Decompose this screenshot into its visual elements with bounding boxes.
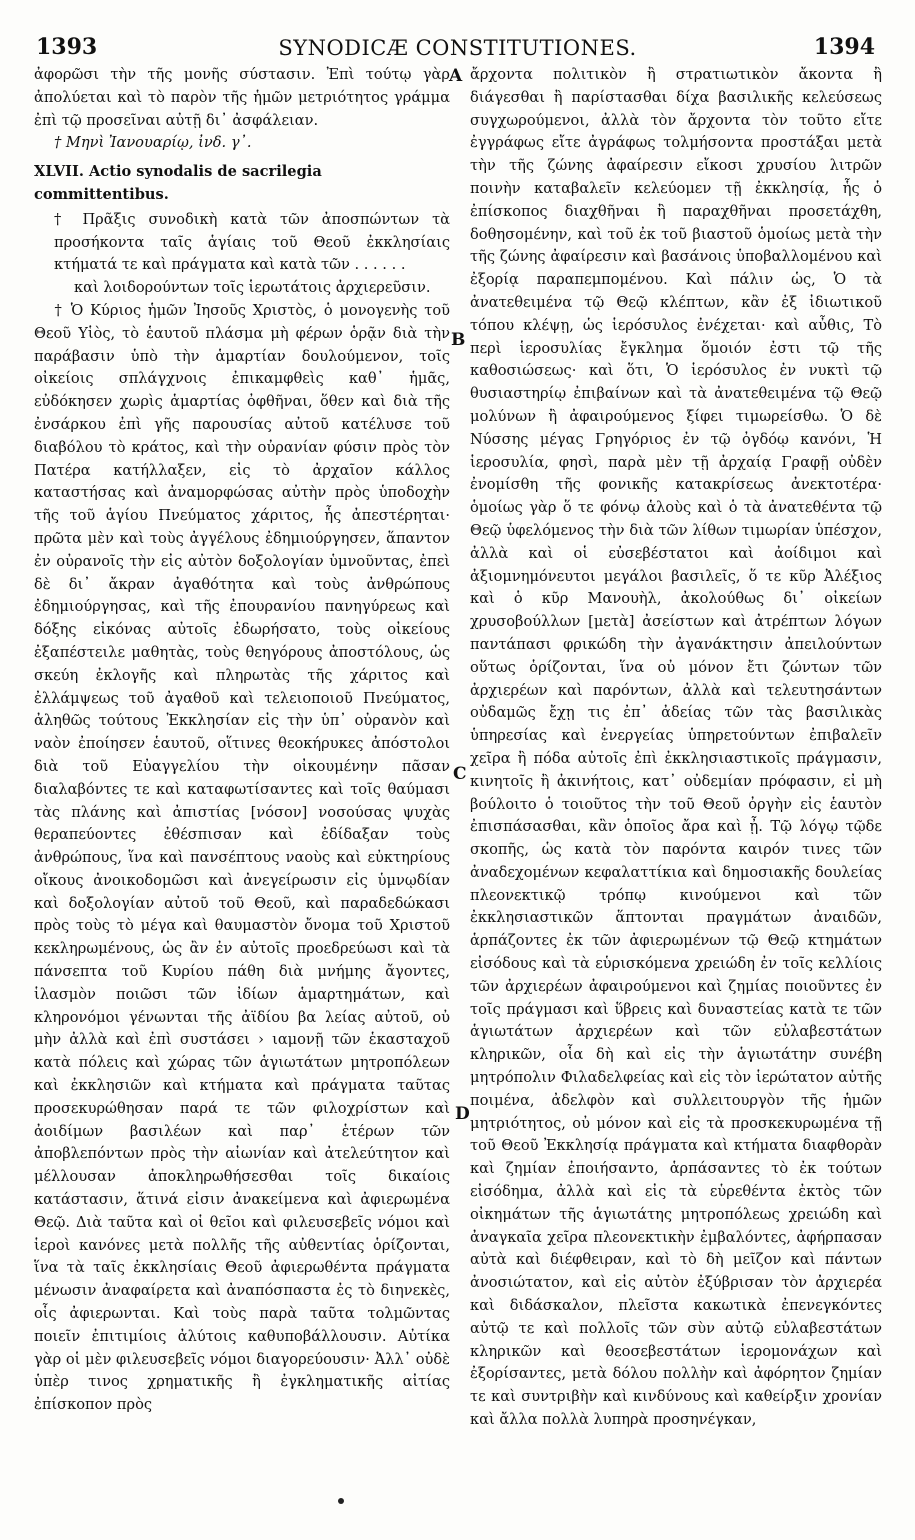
- margin-marker-b: B: [451, 330, 466, 350]
- body-text-left: † Ὁ Κύριος ἡμῶν Ἰησοῦς Χριστὸς, ὁ μονογενὴς τοῦ Θεοῦ Υἱὸς, τὸ ἑαυτοῦ πλάσμα μὴ φέρων ὁρᾷν διὰ τὴν παράβασιν ὑπὸ τὴν ἁμαρτίαν δουλούμενον, τοῖς οἰκείοις σπλάγχνοις ἐπικαμφθεὶς καθ᾽ ἡμᾶς, εὐδόκησεν χωρὶς ἁμαρτίας ὀφθῆναι, ὅθεν καὶ διὰ τῆς ἐνσάρκου ἐπὶ γῆς παρουσίας αὐτοῦ κατέλυσε τοῦ διαβόλου τὸ κράτος, καὶ τὴν οὐρανίαν φύσιν πρὸς τὸν Πατέρα κατήλλαξεν, εἰς τὸ ἀρχαῖον κάλλος καταστήσας καὶ ἀναμορφώσας αὐτὴν πρὸς ὑποδοχὴν τῆς τοῦ ἁγίου Πνεύματος χάριτος, ἧς ἀπεστέρηται· πρῶτα μὲν καὶ τοὺς ἀγγέλους ἐδημιούργησεν, ἅπαντον ἐν οὐρανοῖς τὴν εἰς αὐτὸν δοξολογίαν ὑμνοῦντας, ἐπεὶ δὲ δι᾽ ἄκραν ἀγαθότητα καὶ τοὺς ἀνθρώπους ἐδημιούργησας, καὶ τῆς ἐπουρανίου πανηγύρεως καὶ δόξης εἰκόνας αὐτοῖς ἐδωρήσατο, τοὺς οἰκείους ἐξαπέστειλε μαθητὰς, τοὺς θεηγόρους ἀποστόλους, ὡς σκεύη ἐκλογῆς καὶ πληρωτὰς τῆς χάριτος καὶ ἐλλάμψεως τοῦ ἀγαθοῦ καὶ τελειοποιοῦ Πνεύματος, ἀληθῶς τούτους Ἐκκλησίαν εἰς τὴν ὑπ᾽ οὐρανὸν καὶ ναὸν ἐποίησεν ἑαυτοῦ, οἵτινες θεοκήρυκες ἀπόστολοι διὰ τοῦ Εὐαγγελίου τὴν οἰκουμένην πᾶσαν διαλαβόντες τε καὶ καταφωτίσαντες καὶ τοῖς θαύμασι τὰς πλάνης καὶ ἀπιστίας [νόσον] νοσούσας ψυχὰς θεραπεύοντες ἐθέσπισαν καὶ ἐδίδαξαν τοὺς ἀνθρώπους, ἵνα καὶ πανσέπτους ναοὺς καὶ εὐκτηρίους οἴκους ἀνοικοδομῶσι καὶ ἀνεγείρωσιν εἰς ὑμνῳδίαν καὶ δοξολογίαν αὐτοῦ τοῦ Θεοῦ, καὶ παραδεδώκασι πρὸς τοὺς τὸ μέγα καὶ θαυμαστὸν ὄνομα τοῦ Χριστοῦ κεκληρωμένους, ὡς ἂν ἐν αὐτοῖς προεδρεύωσι καὶ τὰ πάνσεπτα τοῦ Κυρίου πάθη διὰ μνήμης ἄγοντες, ἱλασμὸν ποιῶσι τῶν ἰδίων ἁμαρτημάτων, καὶ κληρονόμοι γένωνται τῆς ἀϊδίου βα λείας αὐτοῦ, οὐ μὴν ἀλλὰ καὶ ἐπὶ συστάσει › ιαμονῇ τῶν ἑκασταχοῦ κατὰ πόλεις καὶ χώρας τῶν ἁγιωτάτων μητροπόλεων καὶ ἐκκλησιῶν καὶ κτήματα καὶ πράγματα ταῦτας προσεκυρώθησαν παρά τε τῶν φιλοχρίστων καὶ ἀοιδίμων βασιλέων καὶ παρ᾽ ἑτέρων τῶν ἀποβλεπόντων πρὸς τὴν αἰωνίαν καὶ ἀτελεύτητον καὶ μέλλουσαν ἀποκληρωθήσεσθαι τοῖς δικαίοις κατάστασιν, ἅτινά εἰσιν ἀνακείμενα καὶ ἀφιερωμένα Θεῷ. Διὰ ταῦτα καὶ οἱ θεῖοι καὶ φιλευσεβεῖς νόμοι καὶ ἱεροὶ κανόνες μετὰ πολλῆς τῆς αὐθεντίας ὁρίζονται, ἵνα τὰ ταῖς ἐκκλησίαις Θεοῦ ἀφιερωθέντα πράγματα μένωσιν ἀναφαίρετα καὶ ἀναπόσπαστα ἐς τὸ διηνεκὲς, οἷς ἀφιερωνται. Καὶ τοὺς παρὰ ταῦτα τολμῶντας ποιεῖν ἐπιτιμίοις ἀλύτοις καθυποβάλλουσιν. Αὐτίκα γὰρ οἱ μὲν φιλευσεβεῖς νόμοι διαγορεύουσιν· Ἀλλ᾽ οὐδὲ ὑπὲρ τινος χρηματικῆς ἢ ἐγκληματικῆς αἰτίας ἐπίσκοπον πρὸς: [34, 301, 450, 1414]
- right-column: [470, 64, 882, 1432]
- body-text-right: ἄρχοντα πολιτικὸν ἢ στρατιωτικὸν ἄκοντα ἢ διάγεσθαι ἢ παρίστασθαι δίχα βασιλικῆς κελεύσεως συγχωρούμενοι, ἀλλὰ τὸν ἄρχοντα τὸν τοῦτο εἴτε ἐγγράφως εἴτε ἀγράφως τολμήσοντα προστάξαι μετὰ τὴν τῆς ζώνης ἀφαίρεσιν εἴκοσι χρυσίου λιτρῶν ποινὴν καταβαλεῖν κελεύομεν τῇ ἐκκλησίᾳ, ἧς ὁ ἐπίσκοπος διαχθῆναι ἢ παραχθῆναι προσετάχθη, δοθησομένην, καὶ τοῦ ἐκ τοῦ βιαστοῦ ὁμοίως μετὰ τὴν τῆς ζώνης ἀφαίρεσιν καὶ βασάνοις ὑποβαλλομένου καὶ ἐξορίᾳ παραπεμπομένου. Καὶ πάλιν ὡς, Ὁ τὰ ἀνατεθειμένα τῷ Θεῷ κλέπτων, κἂν ἐξ ἰδιωτικοῦ τόπου κλέψῃ, ὡς ἱερόσυλος ἐνέχεται· καὶ αὖθις, Τὸ περὶ ἱεροσυλίας ἔγκλημα ὅμοιόν ἐστι τῷ τῆς καθοσιώσεως· καὶ ὅτι, Ὁ ἱερόσυλος ἐν νυκτὶ τῷ θυσιαστηρίῳ ἐπιβαίνων καὶ τὰ ἀνατεθειμένα τῷ Θεῷ μολύνων ἢ ἀφαιρούμενος ξίφει τιμωρείσθω. Ὁ δὲ Νύσσης μέγας Γρηγόριος ἐν τῷ ὀγδόῳ κανόνι, Ἡ ἱεροσυλία, φησὶ, παρὰ μὲν τῇ ἀρχαίᾳ Γραφῇ οὐδὲν ἐνομίσθη τῆς φονικῆς κατακρίσεως ἀνεκτοτέρα· ὁμοίως γὰρ ὅ τε φόνῳ ἁλοὺς καὶ ὁ τὰ ἀνατεθέντα τῷ Θεῷ ὑφελόμενος τὴν διὰ τῶν λίθων τιμωρίαν ὑπέσχον, ἀλλὰ καὶ οἱ εὐσεβέστατοι καὶ ἀοίδιμοι καὶ ἀξιομνημόνευτοι μεγάλοι βασιλεῖς, ὅ τε κῦρ Ἀλέξιος καὶ ὁ κῦρ Μανουὴλ, ἀκολούθως δι᾽ οἰκείων χρυσοβούλλων [μετὰ] ἀσείστων καὶ ἀτρέπτων λόγων παντάπασι φρικώδη τὴν ἀγανάκτησιν ἀπειλούντων οὕτως ὁρίζονται, ἵνα οὐ μόνον ἔτι ζώντων τῶν ἀρχιερέων καὶ παρόντων, ἀλλὰ καὶ τελευτησάντων οὐδαμῶς ἔχῃ τις ἐπ᾽ ἀδείας τῶν τὰς βασιλικὰς ὑπηρεσίας καὶ ἐνεργείας ὑπηρετούντων ἐπιβαλεῖν χεῖρα ἢ πόδα αὐτοῖς ἐπὶ ἐκκλησιαστικοῖς πράγμασιν, κινητοῖς ἢ ἀκινήτοις, κατ᾽ οὐδεμίαν πρόφασιν, εἰ μὴ βούλοιτο ὁ τοιοῦτος τὴν τοῦ Θεοῦ ὀργὴν εἰς ἑαυτὸν ἐπισπάσασθαι, κἂν ὁποῖος ἄρα καὶ ᾖ. Τῷ λόγῳ τῷδε σκοπῆς, ὡς κατὰ τὸν παρόντα καιρόν τινες τῶν ἀναδεχομένων κεφαλαττίκια καὶ δημοσιακῆς δουλείας πλεονεκτικῷ τρόπῳ κινούμενοι καὶ τῶν ἐκκλησιαστικῶν ἅπτονται πραγμάτων ἀναιδῶν, ἁρπάζοντες ἐκ τῶν ἀφιερωμένων τῷ Θεῷ κτημάτων εἰσόδους καὶ τὰ εὑρισκόμενα χρειώδη ἐν τοῖς κελλίοις τῶν ἀρχιερέων ἀφαιρούμενοι καὶ ζημίας ποιοῦντες ἐν τοῖς πράγμασι καὶ ὕβρεις καὶ δυναστείας κατὰ τε τῶν ἁγιωτάτων ἀρχιερέων καὶ τῶν εὐλαβεστάτων κληρικῶν, οἷα δὴ καὶ εἰς τὴν ἁγιωτάτην συνέβη μητρόπολιν Φιλαδελφείας καὶ εἰς τὸν ἱερώτατον αὐτῆς ποιμένα, ἀδελφὸν καὶ συλλειτουργὸν τῆς ἡμῶν μητριότητος, οὐ μόνον καὶ εἰς τὰ προσκεκυρωμένα τῇ τοῦ Θεοῦ Ἐκκλησίᾳ πράγματα καὶ κτήματα διαφθορὰν καὶ ζημίαν ἐποιήσαντο, ἁρπάσαντες τὸ ἐκ τούτων εἰσόδημα, ἀλλὰ καὶ εἰς τὰ εὑρεθέντα ἐκτὸς τῶν οἰκημάτων τῆς ἁγιωτάτης μητροπόλεως χρειώδη καὶ ἀναγκαῖα χεῖρα πλεονεκτικὴν ἐμβαλόντες, ἀφήρπασαν αὐτὰ καὶ διέφθειραν, καὶ τὸ δὴ μεῖζον καὶ πάντων ἀνοσιώτατον, καὶ εἰς αὐτὸν ἐξύβρισαν τὸν ἀρχιερέα καὶ διδάσκαλον, πλεῖστα κακωτικὰ ἐπενεγκόντες αὐτῷ τε καὶ πολλοῖς τῶν σὺν αὐτῷ εὐλαβεστάτων κληρικῶν καὶ θεοσεβεστάτων ἱερομονάχων καὶ ἐξορίσαντες, μετὰ δόλου πολλὴν καὶ ἀφόρητον ζημίαν τε καὶ συντριβὴν καὶ κινδύνους καὶ καθείρξιν χρονίαν καὶ ἄλλα πολλὰ λυπηρὰ προσηνέγκαν,: [470, 66, 882, 1429]
- section-summary-end: καὶ λοιδορούντων τοῖς ἱερωτάτοις ἀρχιερεῦσιν.: [74, 279, 431, 297]
- opening-paragraph: ἀφορῶσι τὴν τῆς μονῆς σύστασιν. Ἐπὶ τούτῳ γὰρ ἀπολύεται καὶ τὸ παρὸν τῆς ἡμῶν μετριότητος γράμμα ἐπὶ τῷ προσεῖναι αὐτῇ δι᾽ ἀσφάλειαν.: [34, 66, 450, 129]
- section-summary: † Πρᾶξις συνοδικὴ κατὰ τῶν ἀποσπώντων τὰ προσήκοντα ταῖς ἁγίαις τοῦ Θεοῦ ἐκκλησίαις κτήματά τε καὶ πράγματα καὶ κατὰ τῶν . . . . . .: [54, 210, 450, 274]
- margin-marker-a: A: [449, 66, 463, 86]
- section-title: XLVII. Actio synodalis de sacrilegia committentibus.: [34, 163, 322, 203]
- margin-marker-c: C: [453, 764, 467, 784]
- margin-marker-d: D: [455, 1104, 470, 1124]
- page-header: [0, 34, 915, 62]
- running-title: SYNODICÆ CONSTITUTIONES.: [278, 36, 637, 60]
- page-dot: [338, 1498, 344, 1504]
- left-column: [34, 64, 450, 1417]
- right-page-number: 1394: [813, 34, 875, 60]
- left-page-number: 1393: [36, 34, 98, 60]
- date-line: † Μηνὶ Ἰανουαρίῳ, ἰνδ. γ᾽.: [54, 134, 252, 152]
